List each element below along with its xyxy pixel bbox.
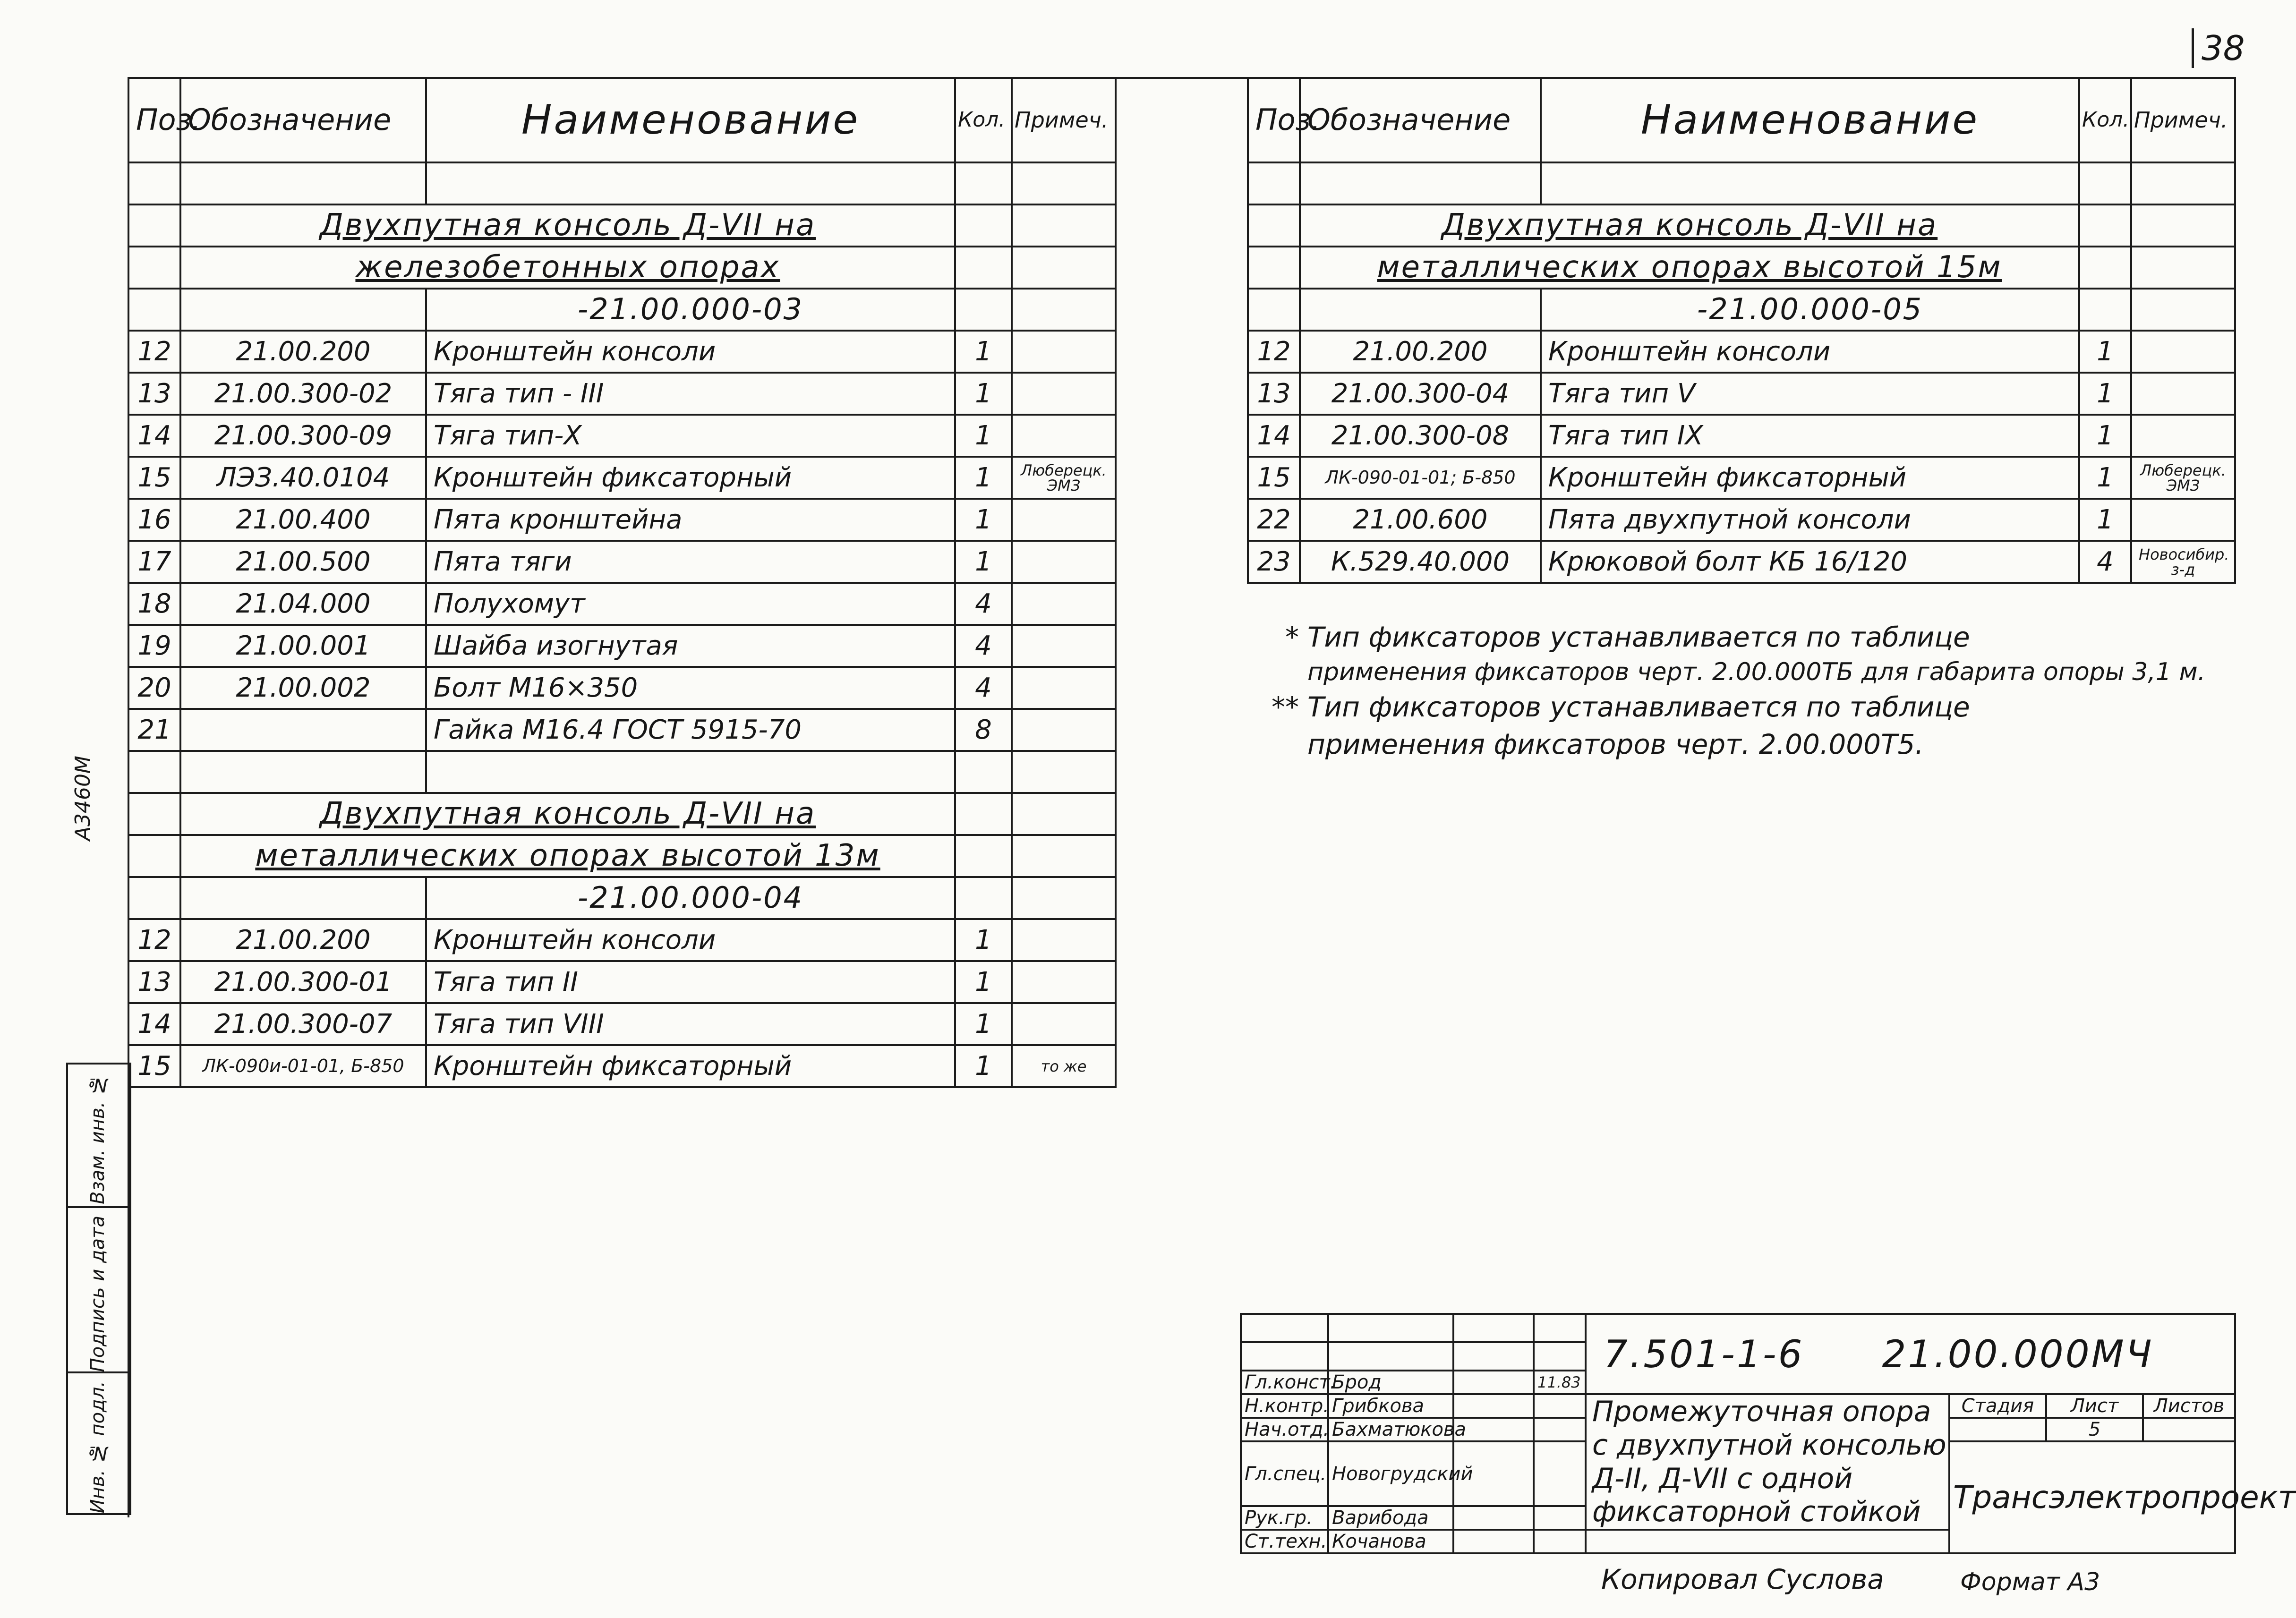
notes-block <box>1256 619 2272 763</box>
table-row <box>1248 373 2235 415</box>
assembly-code-row <box>128 289 1116 331</box>
name-cell: Кронштейн фиксаторный <box>1541 457 2079 499</box>
role-label: Гл.спец. <box>1241 1441 1328 1506</box>
copied-by: Копировал Суслова <box>1601 1563 1884 1595</box>
name-cell: Тяга тип VIII <box>426 1003 955 1045</box>
person-name: Новогрудский <box>1328 1441 1453 1506</box>
name-cell: Пята кронштейна <box>426 499 955 541</box>
table-row <box>128 373 1116 415</box>
name-cell: Кронштейн фиксаторный <box>426 1045 955 1087</box>
header-qty: Кол. <box>2079 78 2131 162</box>
name-cell: Болт М16×350 <box>426 667 955 709</box>
note-cell <box>1012 961 1116 1003</box>
section-title: Двухпутная консоль Д-VII на <box>180 793 955 835</box>
table-row <box>128 625 1116 667</box>
header-name: Наименование <box>426 78 955 162</box>
name-cell: Пята тяги <box>426 541 955 583</box>
qty-cell: 4 <box>2079 541 2131 583</box>
table-row <box>128 709 1116 751</box>
note-cell <box>2131 373 2235 415</box>
inventory-stamp <box>71 756 95 841</box>
table-row <box>128 919 1116 961</box>
doc-code: 7.501-1-6 <box>1604 1332 1804 1376</box>
left-spec-table <box>128 77 1117 1088</box>
side-stamp-cell <box>68 1064 129 1208</box>
qty-cell: 4 <box>955 625 1012 667</box>
title-block <box>1240 1313 2296 1554</box>
note-item <box>1256 619 2272 689</box>
section-title: Двухпутная консоль Д-VII на <box>1300 204 2079 247</box>
pos-cell: 12 <box>128 919 180 961</box>
organization: Трансэлектропроект <box>1949 1441 2235 1553</box>
person-name: Варибода <box>1328 1506 1453 1530</box>
sheet-number-text: 38 <box>2202 28 2245 68</box>
note-line: Тип фиксаторов устанавливается по таблице <box>1307 621 1970 653</box>
name-cell: Тяга тип IX <box>1541 415 2079 457</box>
designation-cell: 21.04.000 <box>180 583 426 625</box>
note-cell: Новосибир. з-д <box>2131 541 2235 583</box>
qty-cell: 4 <box>955 583 1012 625</box>
drawing-title <box>1586 1394 1949 1530</box>
format-label: Формат А3 <box>1960 1568 2100 1596</box>
blank-row <box>128 162 1116 204</box>
section-row <box>128 793 1116 835</box>
person-name: Брод <box>1328 1371 1453 1394</box>
blank-row <box>128 751 1116 793</box>
note-line: применения фиксаторов черт. 2.00.000Т5. <box>1307 728 1924 760</box>
assembly-code-row <box>128 877 1116 919</box>
table-row <box>128 331 1116 373</box>
name-cell: Тяга тип - III <box>426 373 955 415</box>
name-cell: Тяга тип II <box>426 961 955 1003</box>
header-pos: Поз. <box>1248 78 1300 162</box>
table-row <box>128 1003 1116 1045</box>
note-cell <box>1012 331 1116 373</box>
pos-cell: 22 <box>1248 499 1300 541</box>
designation-cell: К.529.40.000 <box>1300 541 1541 583</box>
qty-cell: 1 <box>955 961 1012 1003</box>
table-header-row <box>128 78 1116 162</box>
qty-cell: 1 <box>955 373 1012 415</box>
sheet-label: Лист <box>2046 1394 2143 1418</box>
stage-label: Стадия <box>1949 1394 2046 1418</box>
designation-cell: 21.00.300-01 <box>180 961 426 1003</box>
person-name: Кочанова <box>1328 1530 1453 1553</box>
designation-cell <box>180 709 426 751</box>
table-row <box>128 541 1116 583</box>
note-mark: * <box>1285 621 1299 653</box>
signature <box>1453 1394 1534 1418</box>
designation-cell: ЛК-090-01-01; Б-850 <box>1300 457 1541 499</box>
role-label: Гл.конст. <box>1241 1371 1328 1394</box>
pos-cell: 14 <box>1248 415 1300 457</box>
qty-cell: 4 <box>955 667 1012 709</box>
designation-cell: ЛК-090и-01-01, Б-850 <box>180 1045 426 1087</box>
qty-cell: 1 <box>2079 331 2131 373</box>
name-cell: Гайка М16.4 ГОСТ 5915-70 <box>426 709 955 751</box>
sheet-value: 5 <box>2046 1418 2143 1441</box>
pos-cell: 18 <box>128 583 180 625</box>
sheets-value <box>2143 1418 2235 1441</box>
table-row <box>128 961 1116 1003</box>
note-cell <box>1012 373 1116 415</box>
designation-cell: 21.00.200 <box>180 919 426 961</box>
pos-cell: 13 <box>1248 373 1300 415</box>
designation-cell: 21.00.300-04 <box>1300 373 1541 415</box>
pos-cell: 14 <box>128 1003 180 1045</box>
sheet-number <box>2192 28 2245 68</box>
note-cell: Люберецк. ЭМЗ <box>2131 457 2235 499</box>
assembly-code: -21.00.000-03 <box>426 289 955 331</box>
qty-cell: 1 <box>955 541 1012 583</box>
title-line: с двухпутной консолью <box>1592 1428 1946 1462</box>
note-cell <box>1012 583 1116 625</box>
pos-cell: 20 <box>128 667 180 709</box>
header-note: Примеч. <box>1012 78 1116 162</box>
designation-cell: ЛЭЗ.40.0104 <box>180 457 426 499</box>
name-cell: Полухомут <box>426 583 955 625</box>
pos-cell: 21 <box>128 709 180 751</box>
note-cell <box>2131 331 2235 373</box>
designation-cell: 21.00.200 <box>180 331 426 373</box>
table-row <box>128 583 1116 625</box>
section-title: металлических опорах высотой 15м <box>1300 247 2079 289</box>
pos-cell: 15 <box>128 457 180 499</box>
qty-cell: 8 <box>955 709 1012 751</box>
inventory-stamp-text: A3460M <box>71 756 95 841</box>
note-cell <box>1012 541 1116 583</box>
note-line: применения фиксаторов черт. 2.00.000ТБ для габарита опоры 3,1 м. <box>1307 658 2206 687</box>
qty-cell: 1 <box>955 331 1012 373</box>
note-cell <box>2131 415 2235 457</box>
title-line: Промежуточная опора <box>1592 1395 1931 1428</box>
table-row <box>1248 541 2235 583</box>
pos-cell: 14 <box>128 415 180 457</box>
table-row <box>128 499 1116 541</box>
side-stamp-cell <box>68 1206 129 1373</box>
pos-cell: 16 <box>128 499 180 541</box>
pos-cell: 19 <box>128 625 180 667</box>
note-cell <box>1012 415 1116 457</box>
note-cell: то же <box>1012 1045 1116 1087</box>
name-cell: Крюковой болт КБ 16/120 <box>1541 541 2079 583</box>
signature <box>1453 1530 1534 1553</box>
designation-cell: 21.00.001 <box>180 625 426 667</box>
person-name: Грибкова <box>1328 1394 1453 1418</box>
drawing-code: 21.00.000МЧ <box>1882 1332 2154 1376</box>
designation-cell: 21.00.300-02 <box>180 373 426 415</box>
note-mark: ** <box>1272 691 1299 724</box>
qty-cell: 1 <box>955 415 1012 457</box>
note-cell <box>1012 1003 1116 1045</box>
note-cell <box>1012 709 1116 751</box>
side-stamp <box>66 1063 131 1515</box>
qty-cell: 1 <box>955 499 1012 541</box>
note-cell <box>1012 499 1116 541</box>
header-designation: Обозначение <box>180 78 426 162</box>
note-cell <box>1012 625 1116 667</box>
header-pos: Поз. <box>128 78 180 162</box>
pos-cell: 15 <box>128 1045 180 1087</box>
table-header-row <box>1248 78 2235 162</box>
date: 11.83 <box>1534 1371 1586 1394</box>
note-cell <box>2131 499 2235 541</box>
section-row <box>128 247 1116 289</box>
assembly-code: -21.00.000-05 <box>1541 289 2079 331</box>
name-cell: Тяга тип-X <box>426 415 955 457</box>
pos-cell: 13 <box>128 373 180 415</box>
name-cell: Пята двухпутной консоли <box>1541 499 2079 541</box>
header-name: Наименование <box>1541 78 2079 162</box>
name-cell: Кронштейн консоли <box>426 331 955 373</box>
role-label: Н.контр. <box>1241 1394 1328 1418</box>
section-title: металлических опорах высотой 13м <box>180 835 955 877</box>
note-cell <box>1012 667 1116 709</box>
pos-cell: 12 <box>1248 331 1300 373</box>
designation-cell: 21.00.002 <box>180 667 426 709</box>
qty-cell: 1 <box>955 457 1012 499</box>
designation-cell: 21.00.300-08 <box>1300 415 1541 457</box>
designation-cell: 21.00.500 <box>180 541 426 583</box>
qty-cell: 1 <box>2079 457 2131 499</box>
designation-cell: 21.00.600 <box>1300 499 1541 541</box>
signature <box>1453 1506 1534 1530</box>
note-line: Тип фиксаторов устанавливается по таблице <box>1307 691 1970 724</box>
name-cell: Кронштейн фиксаторный <box>426 457 955 499</box>
title-line: Д-II, Д-VII с одной <box>1592 1462 1853 1495</box>
table-row <box>1248 415 2235 457</box>
section-title: Двухпутная консоль Д-VII на <box>180 204 955 247</box>
section-row <box>1248 204 2235 247</box>
side-stamp-cell <box>68 1371 129 1514</box>
section-title: железобетонных опорах <box>180 247 955 289</box>
designation-cell: 21.00.300-07 <box>180 1003 426 1045</box>
designation-cell: 21.00.400 <box>180 499 426 541</box>
table-row <box>128 1045 1116 1087</box>
table-row <box>1248 499 2235 541</box>
stage-value <box>1949 1418 2046 1441</box>
qty-cell: 1 <box>2079 415 2131 457</box>
header-qty: Кол. <box>955 78 1012 162</box>
name-cell: Кронштейн консоли <box>426 919 955 961</box>
section-row <box>128 204 1116 247</box>
header-note: Примеч. <box>2131 78 2235 162</box>
pos-cell: 17 <box>128 541 180 583</box>
pos-cell: 15 <box>1248 457 1300 499</box>
note-cell <box>1012 919 1116 961</box>
side-stamp-text: Взам. инв. № <box>87 1074 109 1204</box>
designation-cell: 21.00.300-09 <box>180 415 426 457</box>
qty-cell: 1 <box>955 1003 1012 1045</box>
blank-row <box>1248 162 2235 204</box>
signature <box>1453 1371 1534 1394</box>
table-row <box>128 667 1116 709</box>
note-item <box>1256 689 2272 763</box>
table-row <box>1248 331 2235 373</box>
section-row <box>128 835 1116 877</box>
side-stamp-text: Подпись и дата <box>87 1216 109 1372</box>
role-label: Ст.техн. <box>1241 1530 1328 1553</box>
table-row <box>1248 457 2235 499</box>
table-row <box>128 415 1116 457</box>
side-stamp-text: Инв. № подл. <box>87 1381 109 1514</box>
assembly-code-row <box>1248 289 2235 331</box>
designation-cell: 21.00.200 <box>1300 331 1541 373</box>
section-row <box>1248 247 2235 289</box>
pos-cell: 12 <box>128 331 180 373</box>
qty-cell: 1 <box>2079 373 2131 415</box>
table-row <box>128 457 1116 499</box>
role-label: Рук.гр. <box>1241 1506 1328 1530</box>
name-cell: Кронштейн консоли <box>1541 331 2079 373</box>
qty-cell: 1 <box>955 1045 1012 1087</box>
name-cell: Шайба изогнутая <box>426 625 955 667</box>
qty-cell: 1 <box>2079 499 2131 541</box>
right-spec-table <box>1247 77 2236 584</box>
person-name: Бахматюкова <box>1328 1418 1453 1441</box>
header-designation: Обозначение <box>1300 78 1541 162</box>
qty-cell: 1 <box>955 919 1012 961</box>
assembly-code: -21.00.000-04 <box>426 877 955 919</box>
title-line: фиксаторной стойкой <box>1592 1495 1921 1529</box>
pos-cell: 23 <box>1248 541 1300 583</box>
note-cell: Люберецк. ЭМЗ <box>1012 457 1116 499</box>
pos-cell: 13 <box>128 961 180 1003</box>
role-label: Нач.отд. <box>1241 1418 1328 1441</box>
name-cell: Тяга тип V <box>1541 373 2079 415</box>
sheets-label: Листов <box>2143 1394 2235 1418</box>
